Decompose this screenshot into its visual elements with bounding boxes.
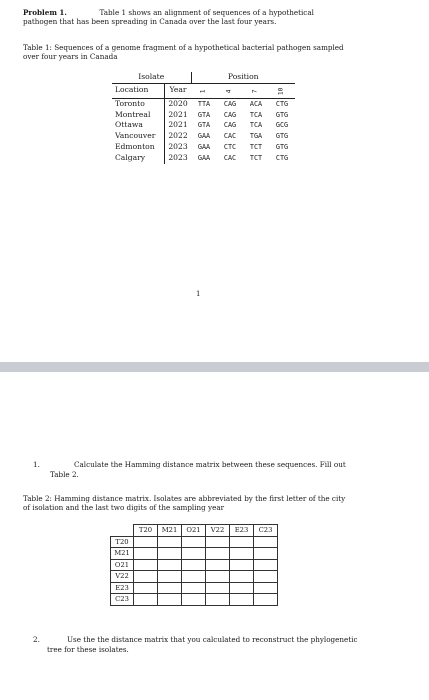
position-mark-label: 10 <box>277 87 285 96</box>
document-page-2 <box>0 372 429 700</box>
matrix-cell <box>206 582 230 594</box>
problem-statement <box>23 8 375 27</box>
matrix-cell <box>158 582 182 594</box>
codon-cell: TCT <box>249 142 263 151</box>
codon-cell: ACA <box>249 99 263 108</box>
isolate-header: Isolate <box>112 72 191 83</box>
codon-cell: CTG <box>275 153 289 162</box>
matrix-cell <box>134 582 158 594</box>
codon-cell: CAC <box>223 153 237 162</box>
table2-caption-line1: Table 2: Hamming distance matrix. Isolates are abbreviated by the first letter of the city <box>23 494 346 503</box>
position-mark-10 <box>269 83 295 98</box>
matrix-cell <box>230 536 254 548</box>
matrix-cell <box>230 559 254 571</box>
codon-cell: TCA <box>249 110 263 119</box>
matrix-column-label: O21 <box>182 525 206 537</box>
codon-cell: TCA <box>249 121 263 130</box>
table2-caption-line2: of isolation and the last two digits of the sampling year <box>23 503 225 513</box>
codon-cell: GCG <box>275 121 289 130</box>
matrix-cell <box>182 536 206 548</box>
year-cell: 2021 <box>165 110 192 121</box>
table-row <box>112 153 295 164</box>
matrix-cell <box>134 548 158 560</box>
table1-column-header <box>112 83 295 98</box>
matrix-cell <box>206 559 230 571</box>
question1-text-line2: Table 2. <box>50 470 79 479</box>
table-row <box>112 131 295 142</box>
matrix-row-label: V22 <box>111 571 134 583</box>
table-row <box>111 548 278 560</box>
matrix-row-label: C23 <box>111 594 134 606</box>
codon-cell: TGA <box>249 132 263 141</box>
matrix-cell <box>254 559 278 571</box>
location-cell: Ottawa <box>115 120 143 130</box>
codon-cell: GAA <box>197 132 211 141</box>
matrix-cell <box>182 594 206 606</box>
position-mark-1 <box>191 83 217 98</box>
matrix-cell <box>254 548 278 560</box>
location-cell: Calgary <box>115 152 146 162</box>
matrix-column-label: C23 <box>254 525 278 537</box>
matrix-header-row <box>111 525 278 537</box>
matrix-column-label: E23 <box>230 525 254 537</box>
matrix-cell <box>254 582 278 594</box>
matrix-corner-cell <box>111 525 134 537</box>
codon-cell: GAA <box>197 142 211 151</box>
table2-caption <box>23 494 375 513</box>
problem-title: Problem 1. <box>23 8 67 17</box>
position-mark-7 <box>243 83 269 98</box>
location-cell: Montreal <box>115 109 151 119</box>
matrix-cell <box>254 571 278 583</box>
codon-cell: GAA <box>197 153 211 162</box>
question2-number: 2. <box>33 635 40 644</box>
matrix-cell <box>230 571 254 583</box>
matrix-cell <box>158 559 182 571</box>
matrix-cell <box>206 536 230 548</box>
page-number: 1 <box>196 290 201 298</box>
codon-cell: GTA <box>197 110 211 119</box>
matrix-cell <box>182 582 206 594</box>
table1-caption <box>23 43 375 62</box>
table-row <box>112 110 295 121</box>
page-separator <box>0 362 429 372</box>
position-header: Position <box>191 72 295 83</box>
matrix-cell <box>158 571 182 583</box>
table-row <box>111 571 278 583</box>
matrix-cell <box>206 571 230 583</box>
matrix-cell <box>182 548 206 560</box>
codon-cell: CTG <box>275 99 289 108</box>
matrix-cell <box>158 548 182 560</box>
table-row <box>111 536 278 548</box>
codon-cell: TTA <box>197 99 211 108</box>
matrix-cell <box>206 594 230 606</box>
question1-text-line1: Calculate the Hamming distance matrix between these sequences. Fill out <box>74 460 346 469</box>
codon-cell: GTG <box>275 132 289 141</box>
year-cell: 2022 <box>165 131 192 142</box>
codon-cell: CAC <box>223 132 237 141</box>
year-cell: 2020 <box>165 98 192 109</box>
matrix-row-label: E23 <box>111 582 134 594</box>
table-row <box>112 98 295 109</box>
matrix-cell <box>230 582 254 594</box>
matrix-cell <box>182 571 206 583</box>
year-cell: 2023 <box>165 153 192 164</box>
location-cell: Toronto <box>115 98 145 108</box>
table1-caption-line1: Table 1: Sequences of a genome fragment of a hypothetical bacterial pathogen sampled <box>23 43 344 52</box>
table-row <box>111 559 278 571</box>
year-cell: 2021 <box>165 120 192 131</box>
matrix-column-label: T20 <box>134 525 158 537</box>
table1-group-header <box>112 72 295 83</box>
matrix-cell <box>134 594 158 606</box>
codon-cell: GTG <box>275 110 289 119</box>
codon-cell: CAG <box>223 121 237 130</box>
position-mark-4 <box>217 83 243 98</box>
codon-cell: CAG <box>223 110 237 119</box>
matrix-cell <box>206 548 230 560</box>
matrix-column-label: M21 <box>158 525 182 537</box>
matrix-cell <box>158 594 182 606</box>
matrix-cell <box>254 594 278 606</box>
codon-cell: GTG <box>275 142 289 151</box>
location-cell: Vancouver <box>115 131 156 141</box>
question1-number: 1. <box>33 460 40 469</box>
distance-matrix-table <box>110 524 278 606</box>
year-cell: 2023 <box>165 142 192 153</box>
matrix-cell <box>230 594 254 606</box>
table-row <box>112 120 295 131</box>
table1-caption-line2: over four years in Canada <box>23 52 118 62</box>
matrix-cell <box>182 559 206 571</box>
matrix-row-label: O21 <box>111 559 134 571</box>
matrix-column-label: V22 <box>206 525 230 537</box>
problem-text-line2: pathogen that has been spreading in Canada over the last four years. <box>23 17 277 27</box>
codon-cell: CAG <box>223 99 237 108</box>
codon-cell: GTA <box>197 121 211 130</box>
table-row <box>111 582 278 594</box>
matrix-cell <box>134 536 158 548</box>
year-column-header: Year <box>165 83 192 98</box>
codon-cell: CTC <box>223 142 237 151</box>
position-mark-label: 1 <box>199 89 207 94</box>
table-row <box>111 594 278 606</box>
matrix-cell <box>134 559 158 571</box>
sequence-table <box>112 72 295 164</box>
matrix-cell <box>158 536 182 548</box>
matrix-cell <box>134 571 158 583</box>
location-cell: Edmonton <box>115 141 155 151</box>
matrix-cell <box>254 536 278 548</box>
position-mark-label: 7 <box>251 89 259 94</box>
table-row <box>112 142 295 153</box>
matrix-cell <box>230 548 254 560</box>
matrix-row-label: M21 <box>111 548 134 560</box>
matrix-row-label: T20 <box>111 536 134 548</box>
codon-cell: TCT <box>249 153 263 162</box>
location-column-header: Location <box>112 83 165 98</box>
position-mark-label: 4 <box>225 89 233 94</box>
question2-text-line1: Use the the distance matrix that you calculated to reconstruct the phylogenetic <box>67 635 358 644</box>
question2-text-line2: tree for these isolates. <box>47 645 129 654</box>
problem-text-line1: Table 1 shows an alignment of sequences of a hypothetical <box>99 8 314 17</box>
